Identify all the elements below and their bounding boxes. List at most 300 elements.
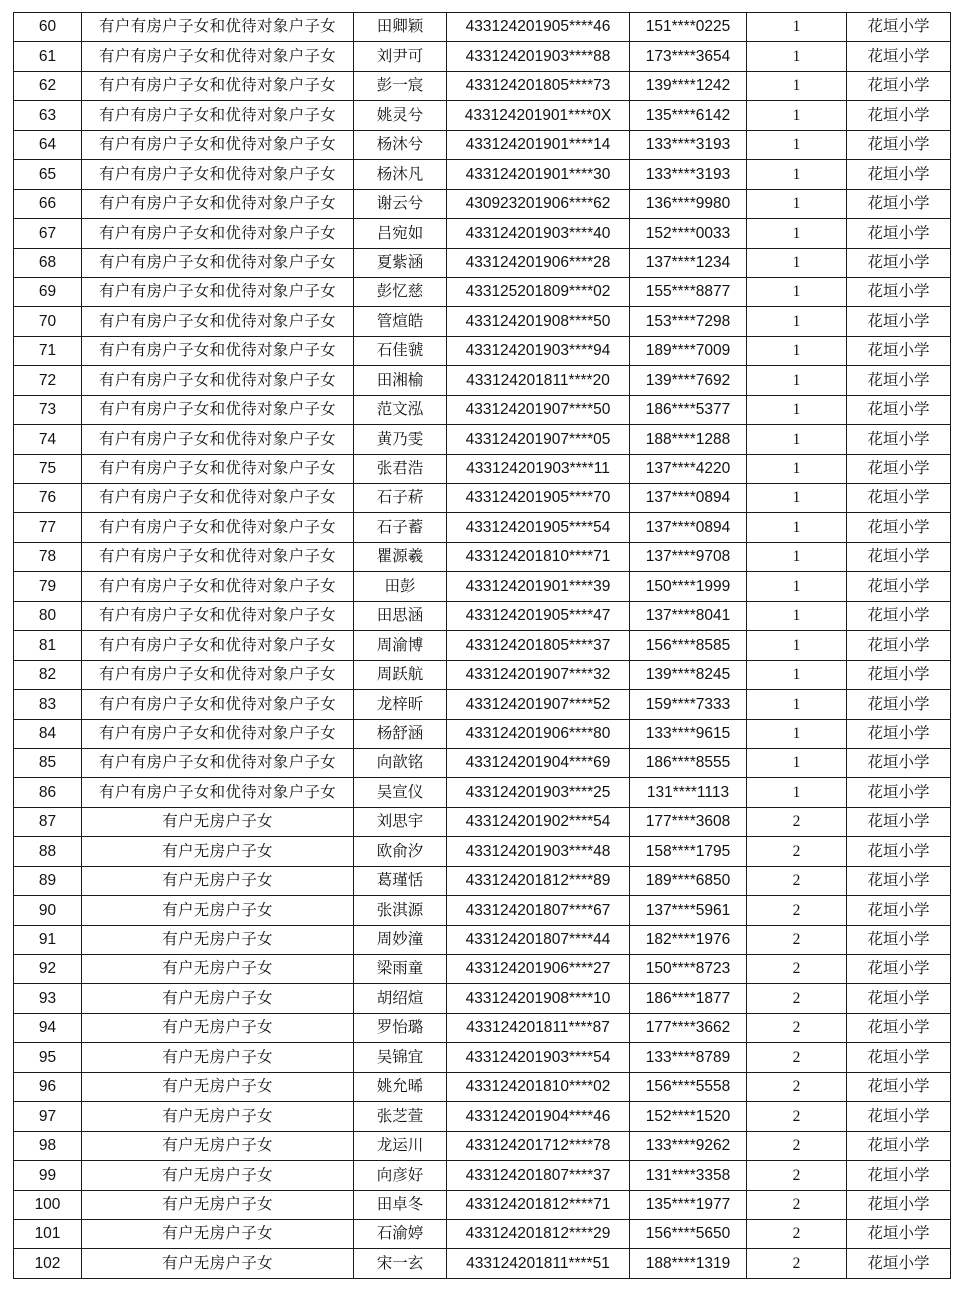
row-number: 70 — [14, 307, 82, 336]
school-name: 花垣小学 — [847, 1161, 951, 1190]
table-row — [14, 366, 951, 395]
table-row — [14, 336, 951, 365]
student-name: 龙运川 — [354, 1131, 447, 1160]
school-name: 花垣小学 — [847, 1249, 951, 1278]
school-name: 花垣小学 — [847, 219, 951, 248]
student-name: 吴宣仪 — [354, 778, 447, 807]
id-number: 433124201905****47 — [447, 601, 630, 630]
phone-number: 135****6142 — [630, 101, 747, 130]
table-row — [14, 896, 951, 925]
school-name: 花垣小学 — [847, 925, 951, 954]
table-row — [14, 955, 951, 984]
phone-number: 139****8245 — [630, 660, 747, 689]
row-number: 65 — [14, 160, 82, 189]
student-name: 田湘榆 — [354, 366, 447, 395]
table-row — [14, 307, 951, 336]
id-number: 433124201812****89 — [447, 866, 630, 895]
table-row — [14, 719, 951, 748]
row-number: 81 — [14, 631, 82, 660]
school-name: 花垣小学 — [847, 984, 951, 1013]
student-name: 张淇源 — [354, 896, 447, 925]
id-number: 433124201811****51 — [447, 1249, 630, 1278]
phone-number: 188****1319 — [630, 1249, 747, 1278]
priority-level: 1 — [747, 484, 847, 513]
id-number: 433124201903****40 — [447, 219, 630, 248]
school-name: 花垣小学 — [847, 1043, 951, 1072]
school-name: 花垣小学 — [847, 395, 951, 424]
category-cell: 有户有房户子女和优待对象户子女 — [82, 130, 354, 159]
row-number: 100 — [14, 1190, 82, 1219]
priority-level: 2 — [747, 1102, 847, 1131]
id-number: 433124201905****46 — [447, 13, 630, 42]
school-name: 花垣小学 — [847, 719, 951, 748]
id-number: 430923201906****62 — [447, 189, 630, 218]
priority-level: 1 — [747, 189, 847, 218]
row-number: 82 — [14, 660, 82, 689]
student-name: 杨舒涵 — [354, 719, 447, 748]
school-name: 花垣小学 — [847, 130, 951, 159]
student-name: 石佳虢 — [354, 336, 447, 365]
student-name: 罗怡璐 — [354, 1013, 447, 1042]
priority-level: 1 — [747, 336, 847, 365]
phone-number: 189****6850 — [630, 866, 747, 895]
id-number: 433124201811****87 — [447, 1013, 630, 1042]
priority-level: 2 — [747, 837, 847, 866]
table-row — [14, 807, 951, 836]
category-cell: 有户无房户子女 — [82, 1161, 354, 1190]
school-name: 花垣小学 — [847, 748, 951, 777]
student-name: 谢云兮 — [354, 189, 447, 218]
row-number: 102 — [14, 1249, 82, 1278]
row-number: 77 — [14, 513, 82, 542]
category-cell: 有户有房户子女和优待对象户子女 — [82, 101, 354, 130]
table-body — [14, 13, 951, 1279]
row-number: 98 — [14, 1131, 82, 1160]
id-number: 433124201902****54 — [447, 807, 630, 836]
school-name: 花垣小学 — [847, 513, 951, 542]
student-name: 姚允晞 — [354, 1072, 447, 1101]
table-row — [14, 1249, 951, 1278]
table-row — [14, 42, 951, 71]
school-name: 花垣小学 — [847, 71, 951, 100]
phone-number: 156****5650 — [630, 1219, 747, 1248]
id-number: 433124201807****37 — [447, 1161, 630, 1190]
priority-level: 1 — [747, 748, 847, 777]
id-number: 433124201805****73 — [447, 71, 630, 100]
category-cell: 有户无房户子女 — [82, 1249, 354, 1278]
enrollment-table-page — [13, 12, 950, 1279]
row-number: 73 — [14, 395, 82, 424]
row-number: 84 — [14, 719, 82, 748]
row-number: 93 — [14, 984, 82, 1013]
phone-number: 152****0033 — [630, 219, 747, 248]
school-name: 花垣小学 — [847, 896, 951, 925]
category-cell: 有户有房户子女和优待对象户子女 — [82, 219, 354, 248]
category-cell: 有户有房户子女和优待对象户子女 — [82, 160, 354, 189]
school-name: 花垣小学 — [847, 42, 951, 71]
row-number: 80 — [14, 601, 82, 630]
table-row — [14, 748, 951, 777]
phone-number: 158****1795 — [630, 837, 747, 866]
student-name: 杨沐兮 — [354, 130, 447, 159]
table-row — [14, 837, 951, 866]
phone-number: 152****1520 — [630, 1102, 747, 1131]
table-row — [14, 160, 951, 189]
student-name: 周妙潼 — [354, 925, 447, 954]
phone-number: 133****3193 — [630, 160, 747, 189]
student-name: 吴锦宜 — [354, 1043, 447, 1072]
table-row — [14, 1219, 951, 1248]
priority-level: 2 — [747, 1190, 847, 1219]
row-number: 94 — [14, 1013, 82, 1042]
phone-number: 139****7692 — [630, 366, 747, 395]
school-name: 花垣小学 — [847, 778, 951, 807]
table-row — [14, 660, 951, 689]
student-name: 田卓冬 — [354, 1190, 447, 1219]
table-row — [14, 631, 951, 660]
row-number: 87 — [14, 807, 82, 836]
row-number: 67 — [14, 219, 82, 248]
id-number: 433124201906****27 — [447, 955, 630, 984]
phone-number: 150****1999 — [630, 572, 747, 601]
row-number: 92 — [14, 955, 82, 984]
priority-level: 2 — [747, 1219, 847, 1248]
table-row — [14, 425, 951, 454]
table-row — [14, 690, 951, 719]
category-cell: 有户有房户子女和优待对象户子女 — [82, 189, 354, 218]
school-name: 花垣小学 — [847, 1131, 951, 1160]
phone-number: 133****9262 — [630, 1131, 747, 1160]
table-row — [14, 248, 951, 277]
category-cell: 有户有房户子女和优待对象户子女 — [82, 542, 354, 571]
row-number: 83 — [14, 690, 82, 719]
priority-level: 2 — [747, 1013, 847, 1042]
phone-number: 186****5377 — [630, 395, 747, 424]
priority-level: 1 — [747, 601, 847, 630]
table-row — [14, 866, 951, 895]
student-name: 向歆铭 — [354, 748, 447, 777]
category-cell: 有户有房户子女和优待对象户子女 — [82, 425, 354, 454]
row-number: 62 — [14, 71, 82, 100]
id-number: 433124201907****52 — [447, 690, 630, 719]
enrollment-table — [13, 12, 951, 1279]
table-row — [14, 1013, 951, 1042]
priority-level: 1 — [747, 778, 847, 807]
priority-level: 1 — [747, 690, 847, 719]
phone-number: 136****9980 — [630, 189, 747, 218]
row-number: 85 — [14, 748, 82, 777]
school-name: 花垣小学 — [847, 425, 951, 454]
student-name: 范文泓 — [354, 395, 447, 424]
category-cell: 有户无房户子女 — [82, 1102, 354, 1131]
category-cell: 有户有房户子女和优待对象户子女 — [82, 572, 354, 601]
school-name: 花垣小学 — [847, 484, 951, 513]
category-cell: 有户有房户子女和优待对象户子女 — [82, 307, 354, 336]
table-row — [14, 1043, 951, 1072]
id-number: 433124201811****20 — [447, 366, 630, 395]
row-number: 76 — [14, 484, 82, 513]
phone-number: 177****3608 — [630, 807, 747, 836]
phone-number: 135****1977 — [630, 1190, 747, 1219]
student-name: 杨沐凡 — [354, 160, 447, 189]
student-name: 彭忆慈 — [354, 277, 447, 306]
row-number: 64 — [14, 130, 82, 159]
category-cell: 有户无房户子女 — [82, 837, 354, 866]
table-row — [14, 984, 951, 1013]
school-name: 花垣小学 — [847, 277, 951, 306]
phone-number: 131****1113 — [630, 778, 747, 807]
row-number: 97 — [14, 1102, 82, 1131]
row-number: 91 — [14, 925, 82, 954]
priority-level: 1 — [747, 248, 847, 277]
row-number: 68 — [14, 248, 82, 277]
category-cell: 有户有房户子女和优待对象户子女 — [82, 454, 354, 483]
student-name: 黄乃雯 — [354, 425, 447, 454]
student-name: 石子菥 — [354, 484, 447, 513]
school-name: 花垣小学 — [847, 366, 951, 395]
id-number: 433124201905****54 — [447, 513, 630, 542]
category-cell: 有户有房户子女和优待对象户子女 — [82, 660, 354, 689]
student-name: 龙梓昕 — [354, 690, 447, 719]
phone-number: 188****1288 — [630, 425, 747, 454]
id-number: 433125201809****02 — [447, 277, 630, 306]
row-number: 96 — [14, 1072, 82, 1101]
student-name: 瞿源羲 — [354, 542, 447, 571]
row-number: 72 — [14, 366, 82, 395]
table-row — [14, 454, 951, 483]
student-name: 周跃航 — [354, 660, 447, 689]
table-row — [14, 925, 951, 954]
school-name: 花垣小学 — [847, 1072, 951, 1101]
student-name: 张君浩 — [354, 454, 447, 483]
student-name: 田思涵 — [354, 601, 447, 630]
table-row — [14, 1190, 951, 1219]
priority-level: 2 — [747, 925, 847, 954]
phone-number: 173****3654 — [630, 42, 747, 71]
row-number: 69 — [14, 277, 82, 306]
priority-level: 1 — [747, 160, 847, 189]
id-number: 433124201712****78 — [447, 1131, 630, 1160]
table-row — [14, 13, 951, 42]
id-number: 433124201904****46 — [447, 1102, 630, 1131]
phone-number: 153****7298 — [630, 307, 747, 336]
row-number: 88 — [14, 837, 82, 866]
id-number: 433124201903****94 — [447, 336, 630, 365]
table-row — [14, 130, 951, 159]
row-number: 86 — [14, 778, 82, 807]
student-name: 管煊皓 — [354, 307, 447, 336]
priority-level: 2 — [747, 1161, 847, 1190]
id-number: 433124201812****71 — [447, 1190, 630, 1219]
priority-level: 2 — [747, 1043, 847, 1072]
category-cell: 有户无房户子女 — [82, 925, 354, 954]
school-name: 花垣小学 — [847, 690, 951, 719]
priority-level: 2 — [747, 1249, 847, 1278]
category-cell: 有户无房户子女 — [82, 1219, 354, 1248]
id-number: 433124201810****71 — [447, 542, 630, 571]
row-number: 89 — [14, 866, 82, 895]
id-number: 433124201901****39 — [447, 572, 630, 601]
category-cell: 有户无房户子女 — [82, 807, 354, 836]
phone-number: 133****3193 — [630, 130, 747, 159]
phone-number: 182****1976 — [630, 925, 747, 954]
priority-level: 1 — [747, 719, 847, 748]
table-row — [14, 1131, 951, 1160]
id-number: 433124201903****25 — [447, 778, 630, 807]
row-number: 74 — [14, 425, 82, 454]
table-row — [14, 189, 951, 218]
priority-level: 2 — [747, 807, 847, 836]
table-row — [14, 542, 951, 571]
priority-level: 1 — [747, 307, 847, 336]
school-name: 花垣小学 — [847, 1190, 951, 1219]
id-number: 433124201901****30 — [447, 160, 630, 189]
id-number: 433124201905****70 — [447, 484, 630, 513]
priority-level: 2 — [747, 1131, 847, 1160]
student-name: 田卿颖 — [354, 13, 447, 42]
row-number: 60 — [14, 13, 82, 42]
student-name: 夏紫涵 — [354, 248, 447, 277]
priority-level: 1 — [747, 631, 847, 660]
category-cell: 有户有房户子女和优待对象户子女 — [82, 71, 354, 100]
table-row — [14, 219, 951, 248]
school-name: 花垣小学 — [847, 1219, 951, 1248]
school-name: 花垣小学 — [847, 866, 951, 895]
school-name: 花垣小学 — [847, 660, 951, 689]
student-name: 刘尹可 — [354, 42, 447, 71]
row-number: 66 — [14, 189, 82, 218]
priority-level: 1 — [747, 425, 847, 454]
school-name: 花垣小学 — [847, 631, 951, 660]
phone-number: 137****4220 — [630, 454, 747, 483]
phone-number: 186****1877 — [630, 984, 747, 1013]
phone-number: 186****8555 — [630, 748, 747, 777]
id-number: 433124201908****50 — [447, 307, 630, 336]
row-number: 79 — [14, 572, 82, 601]
id-number: 433124201906****80 — [447, 719, 630, 748]
phone-number: 133****9615 — [630, 719, 747, 748]
category-cell: 有户有房户子女和优待对象户子女 — [82, 601, 354, 630]
category-cell: 有户有房户子女和优待对象户子女 — [82, 395, 354, 424]
id-number: 433124201903****11 — [447, 454, 630, 483]
category-cell: 有户有房户子女和优待对象户子女 — [82, 366, 354, 395]
id-number: 433124201907****50 — [447, 395, 630, 424]
phone-number: 137****5961 — [630, 896, 747, 925]
category-cell: 有户有房户子女和优待对象户子女 — [82, 631, 354, 660]
phone-number: 150****8723 — [630, 955, 747, 984]
id-number: 433124201903****88 — [447, 42, 630, 71]
table-row — [14, 277, 951, 306]
table-row — [14, 513, 951, 542]
school-name: 花垣小学 — [847, 807, 951, 836]
student-name: 彭一宸 — [354, 71, 447, 100]
student-name: 姚灵兮 — [354, 101, 447, 130]
student-name: 胡绍煊 — [354, 984, 447, 1013]
id-number: 433124201908****10 — [447, 984, 630, 1013]
school-name: 花垣小学 — [847, 572, 951, 601]
student-name: 石子蓄 — [354, 513, 447, 542]
category-cell: 有户有房户子女和优待对象户子女 — [82, 513, 354, 542]
school-name: 花垣小学 — [847, 13, 951, 42]
category-cell: 有户无房户子女 — [82, 1013, 354, 1042]
school-name: 花垣小学 — [847, 307, 951, 336]
row-number: 90 — [14, 896, 82, 925]
category-cell: 有户无房户子女 — [82, 866, 354, 895]
student-name: 周渝博 — [354, 631, 447, 660]
school-name: 花垣小学 — [847, 248, 951, 277]
student-name: 向彦好 — [354, 1161, 447, 1190]
priority-level: 1 — [747, 42, 847, 71]
id-number: 433124201901****14 — [447, 130, 630, 159]
student-name: 石渝婷 — [354, 1219, 447, 1248]
phone-number: 137****1234 — [630, 248, 747, 277]
priority-level: 2 — [747, 955, 847, 984]
student-name: 葛瑾恬 — [354, 866, 447, 895]
priority-level: 1 — [747, 542, 847, 571]
priority-level: 1 — [747, 219, 847, 248]
category-cell: 有户无房户子女 — [82, 1190, 354, 1219]
priority-level: 1 — [747, 71, 847, 100]
category-cell: 有户有房户子女和优待对象户子女 — [82, 13, 354, 42]
priority-level: 1 — [747, 101, 847, 130]
phone-number: 155****8877 — [630, 277, 747, 306]
row-number: 75 — [14, 454, 82, 483]
table-row — [14, 484, 951, 513]
category-cell: 有户无房户子女 — [82, 1043, 354, 1072]
row-number: 71 — [14, 336, 82, 365]
row-number: 61 — [14, 42, 82, 71]
category-cell: 有户有房户子女和优待对象户子女 — [82, 719, 354, 748]
row-number: 95 — [14, 1043, 82, 1072]
student-name: 张芝萱 — [354, 1102, 447, 1131]
id-number: 433124201904****69 — [447, 748, 630, 777]
priority-level: 1 — [747, 13, 847, 42]
category-cell: 有户无房户子女 — [82, 955, 354, 984]
school-name: 花垣小学 — [847, 542, 951, 571]
table-row — [14, 601, 951, 630]
category-cell: 有户有房户子女和优待对象户子女 — [82, 748, 354, 777]
phone-number: 156****8585 — [630, 631, 747, 660]
school-name: 花垣小学 — [847, 837, 951, 866]
id-number: 433124201807****67 — [447, 896, 630, 925]
phone-number: 159****7333 — [630, 690, 747, 719]
id-number: 433124201903****48 — [447, 837, 630, 866]
id-number: 433124201805****37 — [447, 631, 630, 660]
priority-level: 1 — [747, 513, 847, 542]
school-name: 花垣小学 — [847, 1013, 951, 1042]
student-name: 宋一玄 — [354, 1249, 447, 1278]
school-name: 花垣小学 — [847, 601, 951, 630]
student-name: 田彭 — [354, 572, 447, 601]
student-name: 吕宛如 — [354, 219, 447, 248]
school-name: 花垣小学 — [847, 189, 951, 218]
phone-number: 133****8789 — [630, 1043, 747, 1072]
category-cell: 有户有房户子女和优待对象户子女 — [82, 484, 354, 513]
table-row — [14, 395, 951, 424]
student-name: 刘思宇 — [354, 807, 447, 836]
id-number: 433124201812****29 — [447, 1219, 630, 1248]
phone-number: 156****5558 — [630, 1072, 747, 1101]
phone-number: 137****0894 — [630, 513, 747, 542]
category-cell: 有户有房户子女和优待对象户子女 — [82, 778, 354, 807]
category-cell: 有户有房户子女和优待对象户子女 — [82, 336, 354, 365]
id-number: 433124201907****05 — [447, 425, 630, 454]
category-cell: 有户无房户子女 — [82, 1072, 354, 1101]
priority-level: 2 — [747, 866, 847, 895]
school-name: 花垣小学 — [847, 454, 951, 483]
phone-number: 137****0894 — [630, 484, 747, 513]
school-name: 花垣小学 — [847, 1102, 951, 1131]
